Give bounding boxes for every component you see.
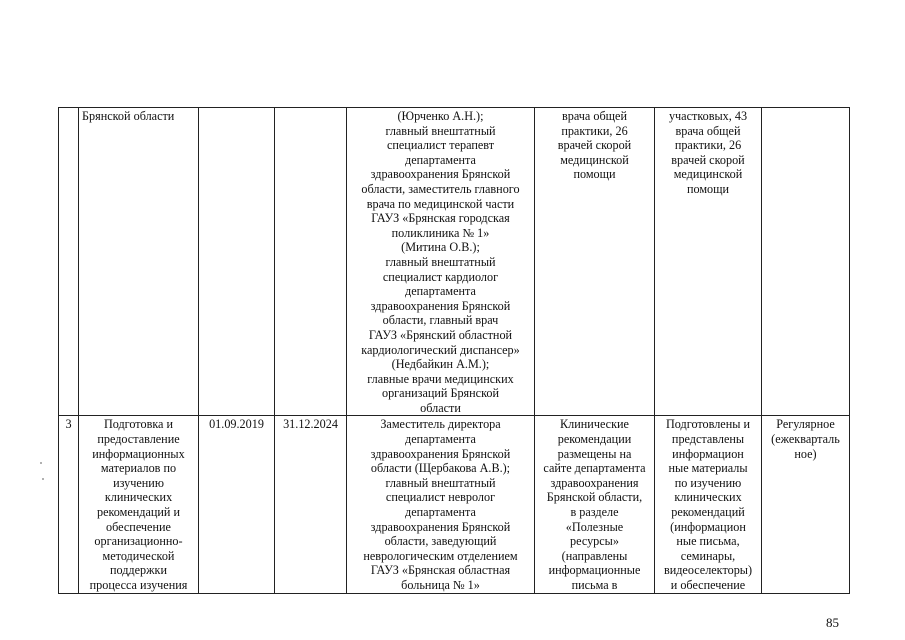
text-line: размещены на <box>557 446 632 461</box>
text-line: главные врачи медицинских <box>367 371 514 386</box>
text-line: Брянской области, <box>546 490 643 505</box>
text-line: врачей скорой <box>671 152 745 167</box>
text-line: ГАУЗ «Брянская областная <box>370 563 511 578</box>
text-line: Заместитель директора <box>380 417 501 432</box>
text-line: изучению <box>113 475 164 490</box>
cell-activity <box>79 108 199 416</box>
text-line: и обеспечение <box>670 578 746 592</box>
text-line: департамента <box>405 432 476 447</box>
text-line: Подготовка и <box>103 417 174 432</box>
text-line: Клинические <box>560 417 629 432</box>
text-line: видеоселекторы) <box>663 563 753 578</box>
text-line: клинических <box>674 490 742 505</box>
text-line: предоставление <box>97 432 180 447</box>
text-line: здравоохранения Брянской <box>370 446 511 461</box>
text-line: (информацион <box>670 519 746 534</box>
text-line: департамента <box>405 152 476 167</box>
text-line: информацион <box>672 446 744 461</box>
text-line: главный внештатный <box>385 123 496 138</box>
text-line: (Юрченко А.Н.); <box>397 109 484 123</box>
cell-periodicity <box>762 416 850 593</box>
text-line: врача по медицинской части <box>366 196 515 211</box>
cell-end-date <box>275 108 347 416</box>
text-line: информационных <box>92 446 185 461</box>
text-line: кардиологический диспансер» <box>361 342 520 357</box>
text-line: процесса изучения <box>89 578 188 592</box>
text-line: главный внештатный <box>385 475 496 490</box>
page-number: 85 <box>826 615 839 630</box>
text-line: больница № 1» <box>401 578 480 592</box>
action-plan-table <box>58 107 850 594</box>
text-line: участковых, 43 <box>668 109 748 123</box>
text-line: врача общей <box>562 109 627 123</box>
text-line: организаций Брянской <box>381 386 500 401</box>
text-line: ные письма, <box>676 534 740 549</box>
text-line: департамента <box>405 505 476 520</box>
text-line: письма в <box>571 578 618 592</box>
text-line: Подготовлены и <box>666 417 750 432</box>
text-line: Регулярное <box>776 417 835 432</box>
text-line: (ежекварталь <box>771 432 840 447</box>
text-line: ное) <box>794 446 817 461</box>
text-line: области, заведующий <box>384 534 497 549</box>
text-line: обеспечение <box>106 519 171 534</box>
text-line: представлены <box>671 432 745 447</box>
cell-result <box>655 416 762 593</box>
text-line: помощи <box>573 167 616 182</box>
cell-activity <box>79 416 199 593</box>
text-line: сайте департамента <box>543 461 646 476</box>
text-line: (направлены <box>561 548 628 563</box>
text-line: врача общей <box>675 123 741 138</box>
scan-speck <box>40 462 42 464</box>
text-line: специалист кардиолог <box>382 269 499 284</box>
text-line: здравоохранения Брянской <box>370 519 511 534</box>
text-line: специалист невролог <box>385 490 496 505</box>
text-line: неврологическим отделением <box>363 548 518 563</box>
text-line: медицинской <box>560 152 629 167</box>
cell-responsible <box>347 416 535 593</box>
text-line: здравоохранения Брянской <box>370 167 511 182</box>
text-line: департамента <box>405 284 476 299</box>
text-line: помощи <box>686 181 730 196</box>
cell-end-date: 31.12.2024 <box>275 416 347 593</box>
text-line: области, заместитель главного <box>361 181 520 196</box>
cell-periodicity <box>762 108 850 416</box>
text-line: рекомендаций и <box>96 505 181 520</box>
cell-indicator <box>535 108 655 416</box>
text-line: рекомендаций <box>671 505 745 520</box>
text-line: области <box>420 400 461 415</box>
text-line: ресурсы» <box>570 534 619 549</box>
text-line: поликлиника № 1» <box>391 225 490 240</box>
text-line: организационно- <box>94 534 183 549</box>
text-line: поддержки <box>109 563 168 578</box>
text-line: материалов по <box>100 461 177 476</box>
cell-start-date <box>199 108 275 416</box>
text-line: практики, 26 <box>561 123 628 138</box>
text-line: «Полезные <box>565 519 624 534</box>
text-line: ные материалы <box>668 461 748 476</box>
text-line: практики, 26 <box>674 138 742 153</box>
text-line: (Недбайкин А.М.); <box>391 357 490 372</box>
text-line: Брянской области <box>82 109 175 123</box>
text-line: главный внештатный <box>385 254 496 269</box>
scan-speck <box>42 478 44 480</box>
text-line: врачей скорой <box>557 138 632 153</box>
text-line: медицинской <box>673 167 743 182</box>
cell-result <box>655 108 762 416</box>
cell-start-date: 01.09.2019 <box>199 416 275 593</box>
text-line: методической <box>102 548 175 563</box>
text-line: здравоохранения Брянской <box>370 298 511 313</box>
table-row <box>59 108 850 416</box>
text-line: ГАУЗ «Брянский областной <box>368 327 513 342</box>
cell-number <box>59 108 79 416</box>
cell-indicator <box>535 416 655 593</box>
text-line: ГАУЗ «Брянская городская <box>371 211 510 226</box>
cell-responsible <box>347 108 535 416</box>
text-line: области (Щербакова А.В.); <box>370 461 511 476</box>
text-line: по изучению <box>674 475 742 490</box>
text-line: (Митина О.В.); <box>401 240 480 255</box>
text-line: специалист терапевт <box>386 138 495 153</box>
cell-number: 3 <box>59 416 79 593</box>
text-line: клинических <box>104 490 173 505</box>
text-line: информационные <box>548 563 641 578</box>
text-line: здравоохранения <box>550 475 639 490</box>
table-row <box>59 416 850 593</box>
text-line: семинары, <box>680 548 736 563</box>
text-line: рекомендации <box>557 432 632 447</box>
text-line: области, главный врач <box>382 313 499 328</box>
text-line: в разделе <box>570 505 619 520</box>
